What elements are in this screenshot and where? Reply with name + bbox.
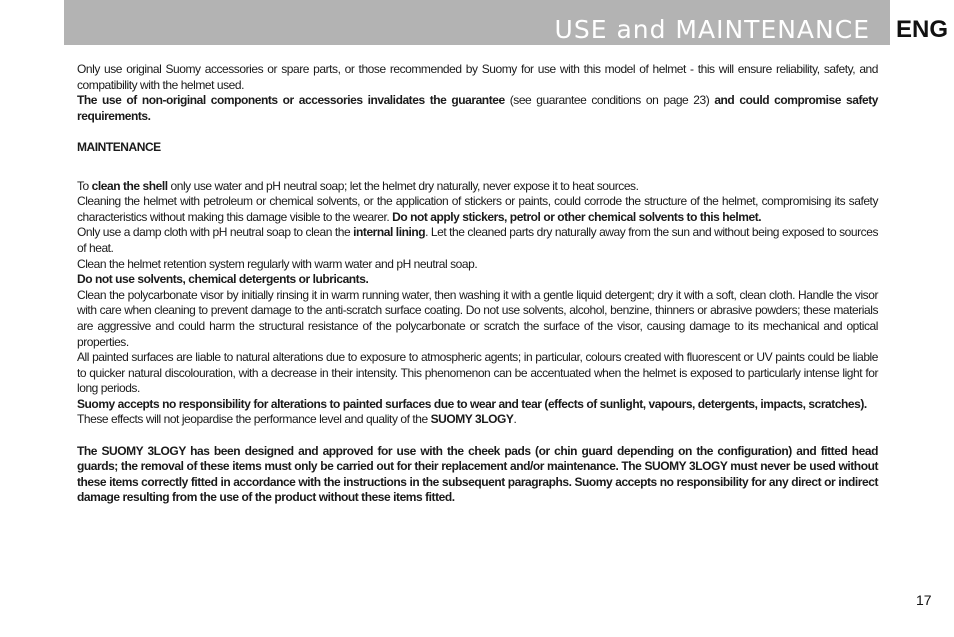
language-label: ENG	[896, 16, 949, 43]
paragraph-solvents-warning: Cleaning the helmet with petroleum or chemical solvents, or the application of stickers or paints, could corrode the structure of the helmet, compromising its safety characteristics without making this damage visible to the wearer. Do not apply stickers, petrol or other chemical solvents to this helmet.	[77, 194, 878, 224]
paragraph-accessories: Only use original Suomy accessories or spare parts, or those recommended by Suomy for use with this model of helmet - this will ensure reliability, safety, and compatibility with the helmet used.	[77, 62, 878, 92]
paragraph-painted-surfaces: All painted surfaces are liable to natural alterations due to exposure to atmospheric agents; in particular, colours created with fluorescent or UV paints could be liable to quicker natural discolouration, with a decrease in their intensity. This phenomenon can be accentuated when the helmet is exposed to particularly intense light for long periods.	[77, 350, 878, 396]
section-heading-maintenance: MAINTENANCE	[77, 139, 161, 154]
paragraph-retention-system: Clean the helmet retention system regularly with warm water and pH neutral soap.	[77, 256, 478, 271]
paragraph-no-solvents: Do not use solvents, chemical detergents or lubricants.	[77, 272, 369, 287]
paragraph-clean-shell: To clean the shell only use water and pH neutral soap; let the helmet dry naturally, never expose it to heat sources.	[77, 178, 639, 193]
paragraph-effects: These effects will not jeopardise the performance level and quality of the SUOMY 3LOGY.	[77, 412, 517, 427]
header-bar	[64, 0, 890, 45]
paragraph-cheek-pads: The SUOMY 3LOGY has been designed and approved for use with the cheek pads (or chin guard depending on the configuration) and fitted head guards; the removal of these items must only be carried out for their replacement and/or maintenance. The SUOMY 3LOGY must never be used without these items correctly fitted in accordance with the instructions in the subsequent paragraphs. Suomy accepts no responsibility for any direct or indirect damage resulting from the use of the product without these items fitted.	[77, 443, 878, 505]
document-body	[77, 62, 878, 506]
paragraph-internal-lining: Only use a damp cloth with pH neutral soap to clean the internal lining. Let the cleaned parts dry naturally away from the sun and without being exposed to sources of heat.	[77, 225, 878, 255]
paragraph-responsibility-paint: Suomy accepts no responsibility for alterations to painted surfaces due to wear and tear (effects of sunlight, vapours, detergents, impacts, scratches).	[77, 396, 867, 411]
paragraph-guarantee: The use of non-original components or accessories invalidates the guarantee (see guarantee conditions on page 23) and could compromise safety requirements.	[77, 93, 878, 123]
page-number: 17	[916, 592, 932, 608]
paragraph-visor-cleaning: Clean the polycarbonate visor by initially rinsing it in warm running water, then washing it with a gentle liquid detergent; dry it with a soft, clean cloth. Handle the visor with care when cleaning to prevent damage to the anti-scratch surface coating. Do not use solvents, alcohol, benzine, thinners or abrasive powders; these materials are aggressive and could harm the structural resistance of the polycarbonate or scratch the surface of the visor, causing damage to its mechanical and optical properties.	[77, 287, 878, 349]
page-title: USE and MAINTENANCE	[554, 15, 870, 44]
